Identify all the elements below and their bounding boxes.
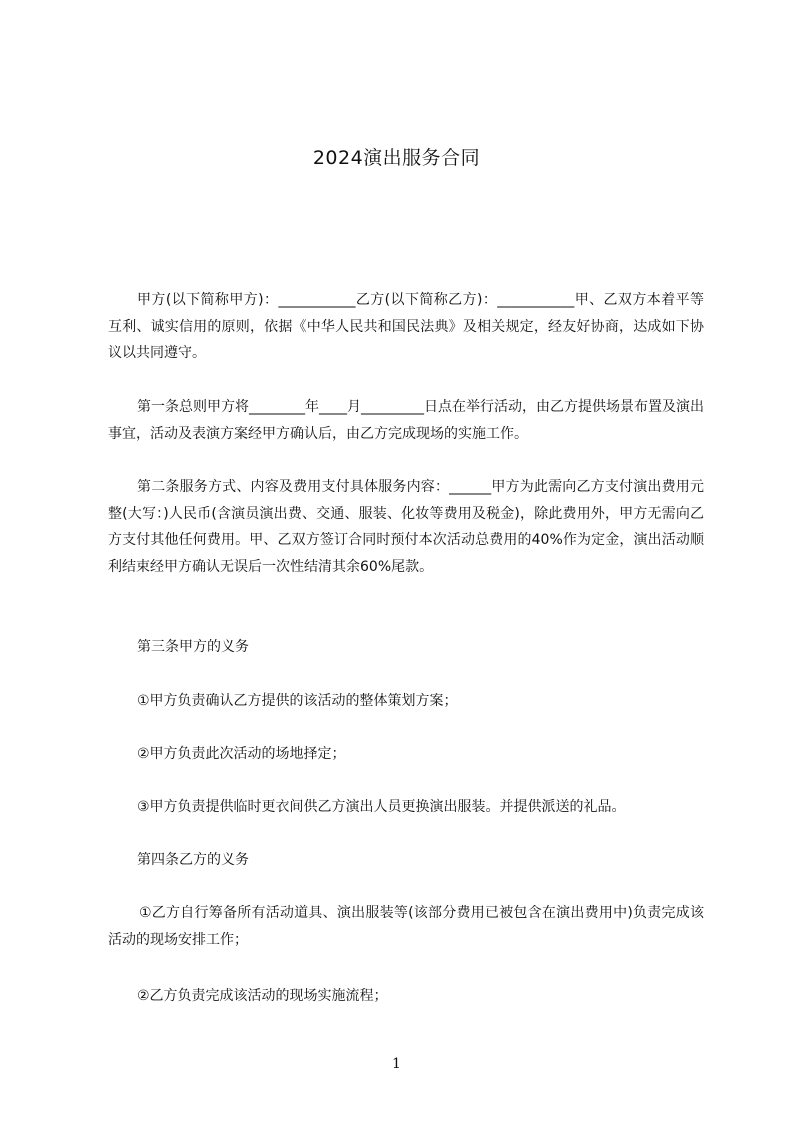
- article-4-item-2: ②乙方负责完成该活动的现场实施流程；: [137, 988, 388, 1004]
- article-1-paragraph: 第一条总则甲方将________年____月_________日点在举行活动，由乙方提供场景布置及演出事宜，活动及表演方案经甲方确认后，由乙方完成现场的实施工作。: [108, 399, 704, 442]
- intro-paragraph: 甲方(以下简称甲方)：___________乙方(以下简称乙方)：___________甲、乙双方本着平等互利、诚实信用的原则，依据《中华人民共和国民法典》及相关规定，经友好协商，达成如下协议以共同遵守。: [108, 292, 704, 361]
- article-3-item-2: ②甲方负责此次活动的场地择定；: [137, 746, 346, 762]
- article-3-item-1: ①甲方负责确认乙方提供的该活动的整体策划方案；: [137, 693, 458, 709]
- article-4-heading: 第四条乙方的义务: [137, 852, 249, 868]
- article-3-heading: 第三条甲方的义务: [137, 639, 249, 655]
- document-title: 2024演出服务合同: [312, 147, 481, 169]
- article-2-paragraph: 第二条服务方式、内容及费用支付具体服务内容：______甲方为此需向乙方支付演出费用元整(大写：)人民币(含演员演出费、交通、服装、化妆等费用及税金)，除此费用外，甲方无需向乙方支付其他任何费用。甲、乙双方签订合同时预付本次活动总费用的40%作为定金，演出活动顺利结束经甲方确认无误后一次性结清其余60%尾款。: [108, 479, 704, 575]
- article-3-item-3: ③甲方负责提供临时更衣间供乙方演出人员更换演出服装。并提供派送的礼品。: [137, 799, 626, 815]
- page-number: 1: [392, 1056, 401, 1072]
- article-4-item-1: ①乙方自行筹备所有活动道具、演出服装等(该部分费用已被包含在演出费用中)负责完成该活动的现场安排工作；: [108, 905, 704, 948]
